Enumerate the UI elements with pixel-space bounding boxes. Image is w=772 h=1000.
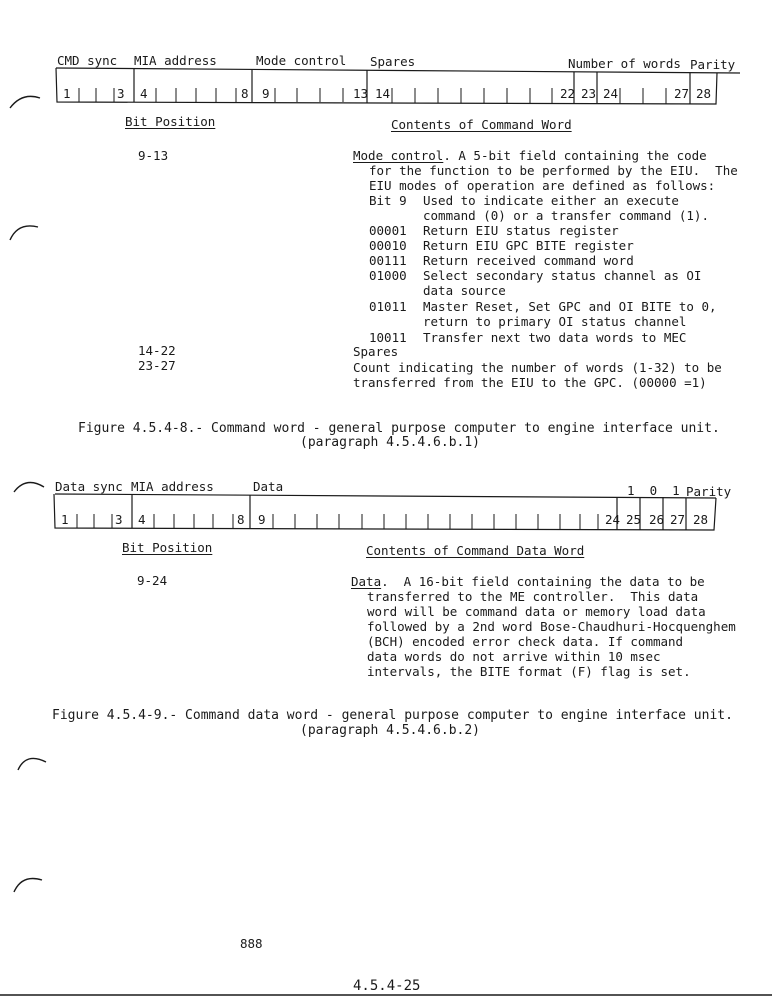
fig1-bit9-label: Bit 9 [369,193,407,208]
fig2-header-data: Data [253,479,284,494]
fig1-row3-desc-1: Count indicating the number of words (1-32) to be [353,360,722,375]
fig2-data-desc-2: transferred to the ME controller. This data [367,589,699,604]
fig1-code-desc: data source [423,283,506,298]
fig1-cell-28: 28 [696,86,712,101]
page-stamp: 888 [240,936,263,951]
fig1-cell-14: 14 [375,86,391,101]
fig1-bit9-desc-1: Used to indicate either an execute [423,193,679,208]
fig1-code-desc: Return received command word [423,253,634,268]
fig2-header-data-sync: Data sync [55,479,123,494]
fig1-caption-paragraph: (paragraph 4.5.4.6.b.1) [300,435,481,450]
fig1-cell-1: 1 [63,86,71,101]
fig1-header-spares: Spares [370,54,416,69]
fig1-caption: Figure 4.5.4-8.- Command word - general purpose computer to engine interface unit. [78,421,720,436]
fig2-cell-28: 28 [693,512,709,527]
fig2-col-bit-position: Bit Position [122,540,213,555]
fig1-bit9-desc-2: command (0) or a transfer command (1). [423,208,709,223]
fig1-col-contents: Contents of Command Word [391,117,572,132]
fig2-cell-27: 27 [670,512,686,527]
fig1-cell-22: 22 [560,86,576,101]
fig2-cell-8: 8 [237,512,245,527]
fig1-code-row: 00010 [369,238,407,253]
fig2-data-line-1 [351,574,705,589]
fig1-cell-9: 9 [262,86,270,101]
fig2-header-bits-101: 1 0 1 [627,483,680,498]
fig2-cell-1: 1 [61,512,69,527]
fig1-cell-4: 4 [140,86,148,101]
fig2-data-desc-3: word will be command data or memory load data [367,604,706,619]
fig1-row3-desc-2: transferred from the EIU to the GPC. (00000 =1) [353,375,707,390]
fig2-row1-bits: 9-24 [137,573,168,588]
fig2-cell-9: 9 [258,512,266,527]
fig1-cell-13: 13 [353,86,369,101]
fig1-code-desc: Master Reset, Set GPC and OI BITE to 0, [423,299,717,314]
fig2-data-desc-1: . A 16-bit field containing the data to be [381,574,705,589]
fig1-row2-bits: 14-22 [138,343,176,358]
fig1-cell-24: 24 [603,86,619,101]
fig1-col-bit-position: Bit Position [125,114,216,129]
fig1-header-parity: Parity [690,57,736,72]
fig1-mode-desc-3: EIU modes of operation are defined as follows: [369,178,716,193]
fig2-data-title: Data [351,574,382,589]
fig2-cell-25: 25 [626,512,642,527]
fig1-mode-desc-2: for the function to be performed by the EIU. The [369,163,738,178]
fig1-code-row: 01011 [369,299,407,314]
fig2-caption: Figure 4.5.4-9.- Command data word - general purpose computer to engine interface unit. [52,708,733,723]
fig1-cell-3: 3 [117,86,125,101]
fig1-code-row: 10011 [369,330,407,345]
fig1-code-desc: Return EIU GPC BITE register [423,238,634,253]
fig2-data-desc-5: (BCH) encoded error check data. If command [367,634,684,649]
fig1-header-mode-control: Mode control [256,53,347,68]
fig1-code-desc: Return EIU status register [423,223,619,238]
fig1-header-mia-address: MIA address [134,53,217,68]
fig1-cell-23: 23 [581,86,597,101]
fig1-row3-bits: 23-27 [138,358,176,373]
fig2-data-desc-6: data words do not arrive within 10 msec [367,649,661,664]
fig2-cell-4: 4 [138,512,146,527]
fig1-row1-bits: 9-13 [138,148,169,163]
fig1-code-row: 01000 [369,268,407,283]
fig1-cell-8: 8 [241,86,249,101]
fig1-code-row: 00001 [369,223,407,238]
fig2-col-contents: Contents of Command Data Word [366,543,585,558]
fig1-mode-title: Mode control [353,148,444,163]
page-number: 4.5.4-25 [353,978,421,994]
fig2-data-desc-4: followed by a 2nd word Bose-Chaudhuri-Hocquenghem [367,619,736,634]
fig2-data-desc-7: intervals, the BITE format (F) flag is set. [367,664,691,679]
fig1-row2-desc: Spares [353,344,399,359]
fig2-caption-paragraph: (paragraph 4.5.4.6.b.2) [300,723,481,738]
fig1-header-cmd-sync: CMD sync [57,53,118,68]
fig1-code-desc: Transfer next two data words to MEC [423,330,687,345]
fig2-header-mia-address: MIA address [131,479,214,494]
fig1-mode-desc-1: . A 5-bit field containing the code [443,148,707,163]
fig2-header-parity: Parity [686,484,732,499]
fig2-cell-3: 3 [115,512,123,527]
fig1-mode-line-1 [353,148,707,163]
fig1-code-desc: Select secondary status channel as OI [423,268,702,283]
fig2-cell-24: 24 [605,512,621,527]
fig1-cell-27: 27 [674,86,690,101]
fig2-cell-26: 26 [649,512,665,527]
fig1-code-desc: return to primary OI status channel [423,314,687,329]
fig1-code-row: 00111 [369,253,407,268]
fig1-header-number-of-words: Number of words [568,56,681,71]
